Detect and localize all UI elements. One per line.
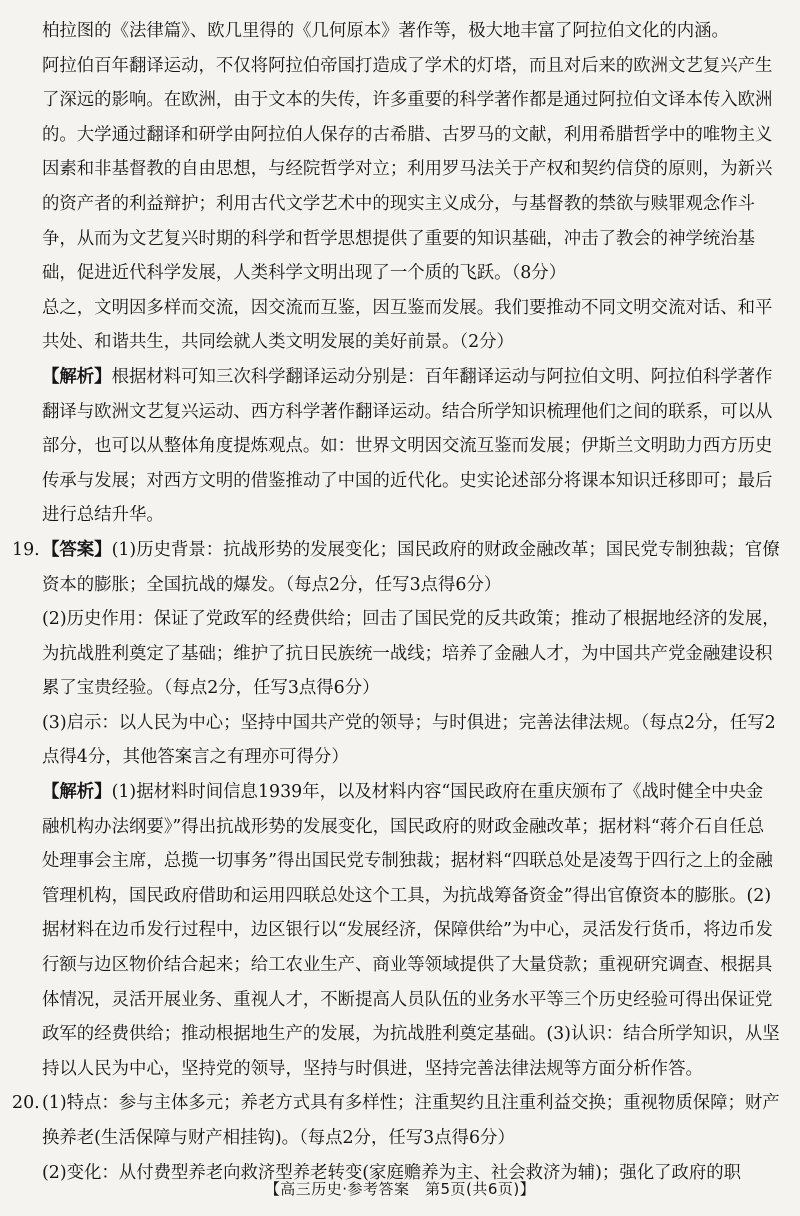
analysis-paragraph-18 [0, 360, 800, 533]
answer-text: (1)历史背景：抗战形势的发展变化；国民政府的财政金融改革；国民党专制独裁；官僚资本的膨胀；全国抗战的爆发。（每点2分，任写3点得6分） [42, 539, 780, 595]
question-number: 20. [12, 1093, 40, 1114]
paragraph-continuation: 柏拉图的《法律篇》、欧几里得的《几何原本》著作等，极大地丰富了阿拉伯文化的内涵。 [42, 21, 729, 41]
analysis-label: 【解析】 [42, 366, 112, 387]
paragraph-translation-movement: 阿拉伯百年翻译运动，不仅将阿拉伯帝国打造成了学术的灯塔，而且对后来的欧洲文艺复兴产生了深远的影响。在欧洲，由于文本的失传，许多重要的科学著作都是通过阿拉伯文译本传入欧洲的。大学通过翻译和研学由阿拉伯人保存的古希腊、古罗马的文献，利用希腊哲学中的唯物主义因素和非基督教的自由思想，与经院哲学对立；利用罗马法关于产权和契约信贷的原则，为新兴的资产者的利益辩护；利用古代文学艺术中的现实主义成分，与基督教的禁欲与赎罪观念作斗争，从而为文艺复兴时期的科学和哲学思想提供了重要的知识基础，冲击了教会的神学统治基础，促进近代科学发展，人类科学文明出现了一个质的飞跃。（8分） [42, 55, 773, 284]
question-number: 19. [12, 539, 40, 560]
analysis-text: 根据材料可知三次科学翻译运动分别是：百年翻译运动与阿拉伯文明、阿拉伯科学著作翻译与欧洲文艺复兴运动、西方科学著作翻译运动。结合所学知识梳理他们之间的联系，可以从部分，也可以从整体角度提炼观点。如：世界文明因交流互鉴而发展；伊斯兰文明助力西方历史传承与发展；对西方文明的借鉴推动了中国的近代化。史实论述部分将课本知识迁移即可；最后进行总结升华。 [42, 366, 773, 526]
page-footer: 【高三历史·参考答案 第5页(共6页)】 [264, 1180, 536, 1198]
analysis-text: (1)据材料时间信息1939年，以及材料内容“国民政府在重庆颁布了《战时健全中央金融机构办法纲要》”得出抗战形势的发展变化，国民政府的财政金融改革；据材料“蒋介石自任总处理事会主席，总揽一切事务”得出国民党专制独裁；据材料“四联总处是凌驾于四行之上的金融管理机构，国民政府借助和运用四联总处这个工具，为抗战筹备资金”得出官僚资本的膨胀。(2)据材料在边币发行过程中，边区银行以“发展经济，保障供给”为中心，灵活发行货币，将边币发行额与边区物价结合起来；给工农业生产、商业等领域提供了大量贷款；重视研究调查、根据具体情况，灵活开展业务、重视人才，不断提高人员队伍的业务水平等三个历史经验可得出保证党政军的经费供给；推动根据地生产的发展，为抗战胜利奠定基础。(3)认识：结合所学知识，从坚持以人民为中心，坚持党的领导，坚持与时俱进，坚持完善法律法规等方面分析作答。 [42, 782, 780, 1079]
answer-text: (1)特点：参与主体多元；养老方式具有多样性；注重契约且注重利益交换；重视物质保障；财产换养老(生活保障与财产相挂钩)。（每点2分，任写3点得6分） [42, 1093, 780, 1148]
question-19-answer-1 [0, 533, 800, 602]
answer-content [0, 14, 800, 1190]
analysis-paragraph-19 [0, 775, 800, 1086]
question-19-answer-2: (2)历史作用：保证了党政军的经费供给；回击了国民党的反共政策；推动了根据地经济的发展，为抗战胜利奠定了基础；维护了抗日民族统一战线；培养了金融人才，为中国共产党金融建设积累了宝贵经验。（每点2分，任写3点得6分） [42, 609, 780, 699]
analysis-label: 【解析】 [42, 782, 112, 803]
question-19-answer-3: (3)启示：以人民为中心；坚持中国共产党的领导；与时俱进；完善法律法规。（每点2分，任写2点得4分，其他答案言之有理亦可得分） [42, 712, 776, 768]
answer-label: 【答案】 [42, 539, 112, 560]
question-20-answer-2: (2)变化：从付费型养老向救济型养老转变(家庭赡养为主、社会救济为辅)；强化了政府的职 [42, 1162, 742, 1183]
paragraph-summary: 总之，文明因多样而交流，因交流而互鉴，因互鉴而发展。我们要推动不同文明交流对话、和平共处、和谐共生，共同绘就人类文明发展的美好前景。（2分） [42, 297, 773, 353]
question-20-answer-1 [0, 1086, 800, 1155]
